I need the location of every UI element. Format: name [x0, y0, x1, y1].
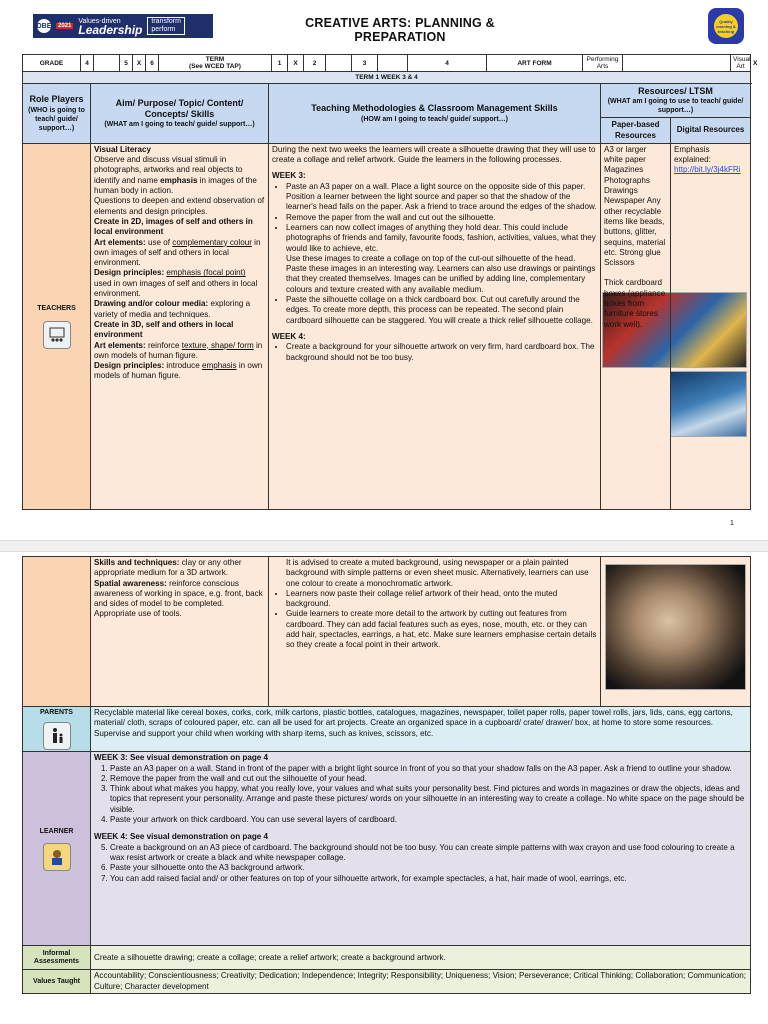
- performing-arts: Performing Arts: [583, 55, 623, 72]
- logo-tagline: Values-driven: [78, 18, 121, 25]
- grade-5: 5: [120, 55, 133, 72]
- document-header: [0, 0, 768, 50]
- teachers-digital-resources-cell: Emphasis explained: http://bit.ly/3j4kFRi: [671, 143, 751, 509]
- term-week-banner: TERM 1 WEEK 3 & 4: [23, 72, 751, 84]
- teacher-icon: [43, 321, 71, 349]
- column-digital-resources: Digital Resources: [671, 118, 751, 144]
- blue-background-image: [670, 371, 747, 437]
- continued-aim-cell: Skills and techniques: clay or any other appropriate medium for a 3D artwork. Spatial awareness: reinforce conscious awareness of working in space, e.g. front, back and sides of model to be completed. Appropriate use of tools.: [91, 557, 269, 707]
- column-resources: Resources/ LTSM (WHAT am I going to use to teach/ guide/ support…): [601, 84, 751, 118]
- emphasis-link[interactable]: http://bit.ly/3j4kFRi: [674, 165, 741, 175]
- term-blank-1: [326, 55, 352, 72]
- role-informal-assessments: Informal Assessments: [23, 946, 91, 970]
- term-3: 3: [352, 55, 378, 72]
- logo-transform: transform: [151, 18, 181, 25]
- grade-6: 6: [146, 55, 159, 72]
- teachers-paper-resources-cell: A3 or larger white paper Magazines Photographs Drawings Newspaper Any other recyclable items like beads, buttons, glitter, sequins, material etc. Strong glue Scissors Thick cardboard boxes (appliance boxes from furniture stores work well).: [601, 143, 671, 509]
- art-form-label: ART FORM: [487, 55, 583, 72]
- teachers-plan-table: [22, 83, 751, 510]
- page-title: CREATIVE ARTS: PLANNING & PREPARATION: [305, 16, 495, 44]
- visual-art: Visual Art: [731, 55, 751, 72]
- grade-blank: [94, 55, 120, 72]
- column-methodologies: Teaching Methodologies & Classroom Management Skills (HOW am I going to teach/ guide/ support…): [269, 84, 601, 144]
- page-2: [0, 552, 768, 1024]
- term-label: TERM (See WCED TAP): [159, 55, 272, 72]
- grade-4: 4: [81, 55, 94, 72]
- page-gap: [0, 540, 768, 552]
- seal-text: Quality learning & teaching: [714, 14, 738, 38]
- relief-portrait-image: [605, 564, 746, 690]
- role-teachers-continued: [23, 557, 91, 707]
- parent-child-icon: [43, 722, 71, 750]
- role-values-taught: Values Taught: [23, 970, 91, 994]
- role-learner: LEARNER: [23, 752, 91, 946]
- column-role-players: Role Players (WHO is going to teach/ guide/ support…): [23, 84, 91, 144]
- parents-cell: Recyclable material like cereal boxes, corks, cork, milk cartons, plastic bottles, catalogues, magazines, newspaper, toilet paper rolls, paper towel rolls, jars, lids, cans, egg cartons, material/ cloth, scraps of coloured paper, etc. can all be used for art projects. Create an organized space in a cupboard/ crate/ drawer/ box, at home to store some resources. Supervise and support your child when working with sharp items, such as knives, scissors, etc.: [91, 707, 751, 752]
- term-mark: X: [288, 55, 304, 72]
- column-aim: Aim/ Purpose/ Topic/ Content/ Concepts/ Skills (WHAT am I going to teach/ guide/ support…): [91, 84, 269, 144]
- role-teachers: TEACHERS: [23, 143, 91, 509]
- grade-label: GRADE: [23, 55, 81, 72]
- grade-term-table: GRADE 4 5 X 6 TERM (See WCED TAP) 1 X 2 3 4 ART FORM Performing Arts Visual Art X TERM 1 WEEK 3 & 4: [22, 54, 751, 84]
- quality-seal-icon: [708, 8, 744, 44]
- continued-resources-cell: [601, 557, 751, 707]
- continued-method-cell: It is advised to create a muted background, using newspaper or a plain painted background with simple patterns or even sheet music. Alternatively, learners can use one colour to create a monochromatic artwork. • Learners now paste their collage relief artwork of their head, onto the muted background. • Guide learners to create more detail to the artwork by cutting out features from cardboard. They can add facial features such as eyes, nose, mouth, etc. or they can add hair, spectacles, earrings, a hat, etc. Make sure learners emphasise certain details so they create a focal point in their artwork.: [269, 557, 601, 707]
- learner-icon: [43, 843, 71, 871]
- term-blank-2: [378, 55, 408, 72]
- column-paper-resources: Paper-based Resources: [601, 118, 671, 144]
- logo-perform: perform: [151, 26, 176, 33]
- assessments-cell: Create a silhouette drawing; create a collage; create a relief artwork; create a background artwork.: [91, 946, 751, 970]
- term-4: 4: [408, 55, 487, 72]
- term-2: 2: [304, 55, 326, 72]
- continued-plan-table: [22, 556, 751, 994]
- values-cell: Accountability; Conscientiousness; Creativity; Dedication; Independence; Integrity; Responsibility; Uniqueness; Vision; Perseverance; Critical Thinking; Collaboration; Communication; Culture; Character development: [91, 970, 751, 994]
- teachers-aim-cell: Visual Literacy Observe and discuss visual stimuli in photographs, artworks and real objects to identify and name emphasis in images of the human body in action. Questions to deepen and extend observation of elements and design principles. Create in 2D, images of self and others in local environment Art elements: use of complementary colour in own images of self and others in local environment. Design principles: emphasis (focal point) used in own images of self and others in local environment. Drawing and/or colour media: exploring a variety of media and techniques. Create in 3D, self and others in local environment Art elements: reinforce texture, shape/ form in own models of human figure. Design principles: introduce emphasis in own models of human figure.: [91, 143, 269, 509]
- grade-mark: X: [133, 55, 146, 72]
- dbe-logo-icon: DBE: [37, 19, 51, 33]
- logo-year: 2021: [58, 23, 72, 29]
- leadership-logo: [33, 14, 213, 38]
- page-number: 1: [730, 520, 734, 527]
- logo-leadership: Leadership: [78, 23, 143, 37]
- role-parents: PARENTS: [23, 707, 91, 752]
- term-1: 1: [272, 55, 288, 72]
- learner-cell: WEEK 3: See visual demonstration on page 4 1. Paste an A3 paper on a wall. Stand in front of the paper with a bright light source in front of you so that your shadow falls on the A3 paper. Ask a friend to outline your shadow. 2. Remove the paper from the wall and cut out the silhouette of your head. 3. Think about what makes you happy, what you really love, your values and what suits your personality best. Find pictures and words in magazines or draw the objects, ideas and topics that represent your personality. Arrange and paste these pictures/ words on your silhouette in an interesting way to create a collage. No white space on the page should be visible. 4. Paste your artwork on thick cardboard. You can use several layers of cardboard. WEEK 4: See visual demonstration on page 4 5. Create a background on an A3 piece of cardboard. The background should not be too busy. You can create simple patterns with wax crayon and use food colouring to create a wax resist artwork or create a black and white newspaper collage. 6. Paste your silhouette onto the A3 background artwork. 7. You can add raised facial and/ or other features on top of your silhouette artwork, for example spectacles, a hat, hair made of wool, earrings, etc.: [91, 752, 751, 946]
- teachers-method-cell: During the next two weeks the learners will create a silhouette drawing that they will use to create a collage and relief artwork. Guide the learners in the following processes. WEEK 3: • Paste an A3 paper on a wall. Place a light source on the opposite side of this paper. Position a learner between the light source and paper so that the shadow of the learner's head falls on the paper. Ask a friend to trace around the edges of the shadow. • Remove the paper from the wall and cut out the silhouette. • Learners can now collect images of anything they hold dear. This could include photographs of friends and family, favourite foods, fashion, activities, values, what they would like to achieve, etc. Use these images to create a collage on top of the cut-out silhouette of the head. Paste these images in an interesting way. Learners can also use drawings or paintings that they created themselves. Images can be unified by adding line, complementary colours and texture created with any available medium. • Paste the silhouette collage on a thick cardboard box. Cut out carefully around the edges. To create more depth, this process can be repeated. The second plain cardboard silhouette can be staggered. You will create a thick relief silhouette collage. WEEK 4: • Create a background for your silhouette artwork on very firm, hard cardboard box. The background should not be too busy.: [269, 143, 601, 509]
- performing-blank: [623, 55, 731, 72]
